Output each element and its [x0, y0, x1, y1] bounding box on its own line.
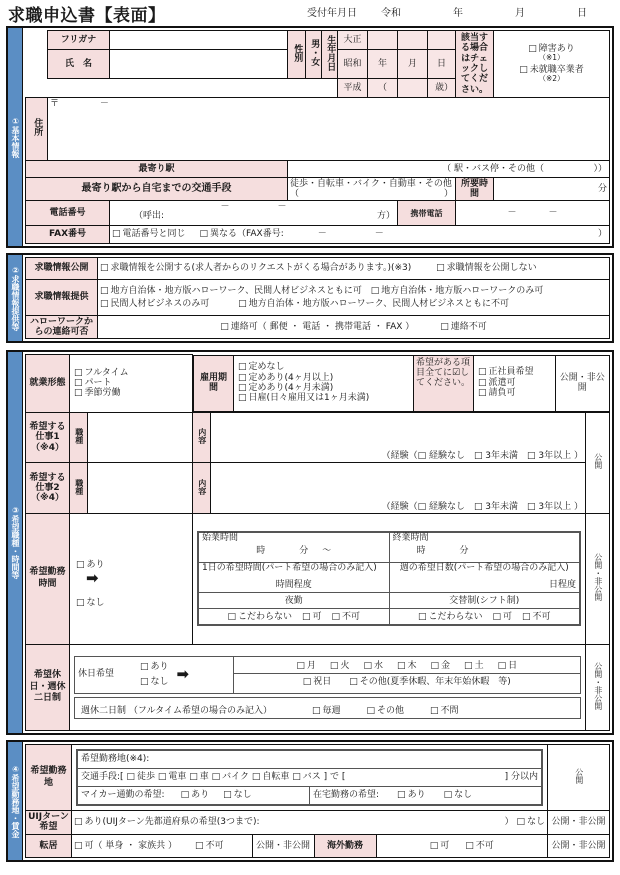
home-work-row[interactable]	[310, 787, 542, 805]
section-place-wage	[6, 740, 614, 862]
day-sat-checkbox[interactable]: □	[464, 660, 473, 671]
shift-ok-label: 可	[503, 611, 513, 622]
fax-same-checkbox[interactable]: □	[112, 229, 121, 240]
mycar-label: マイカー通勤の希望:	[81, 790, 165, 801]
move-ng-label: 不可	[205, 840, 224, 851]
start-hour[interactable]: 時	[256, 546, 266, 557]
era-showa[interactable]: 昭和	[338, 49, 368, 78]
period-daily-label: 日雇(日々雇用又は1ヶ月未満)	[248, 393, 370, 404]
t-walk-checkbox[interactable]: □	[126, 772, 135, 783]
day-tue: 火	[340, 660, 350, 671]
uij-options[interactable]	[72, 811, 548, 834]
fax-diff-label: 異なる（FAX番号:	[210, 229, 284, 240]
name-label: 氏 名	[48, 49, 110, 78]
provide-row-1	[100, 286, 607, 296]
wish-ukeoi-checkbox[interactable]: □	[478, 388, 487, 399]
required-time-label: 所要時間	[456, 178, 494, 201]
job2-shokushu-label: 職種	[70, 463, 88, 514]
check-instruction: 該当する場合はチェックしてください。	[456, 31, 494, 98]
holiday-nashi[interactable]	[140, 677, 169, 688]
weekly-days-cell[interactable]	[389, 563, 580, 593]
period-over4-label: 定めあり(4ヶ月以上)	[248, 372, 334, 383]
provide-o3-checkbox[interactable]: □	[100, 298, 109, 309]
newgrad-note: （※2）	[538, 74, 565, 84]
daily-hours-unit: 時間程度	[275, 580, 312, 591]
night-shift-options[interactable]	[199, 609, 390, 625]
contact-ng-checkbox[interactable]: □	[440, 321, 449, 332]
publish-no-label: 求職情報を公開しない	[446, 263, 537, 274]
employment-period-label: 雇用期間	[194, 355, 234, 411]
receipt-day: 日	[577, 8, 587, 19]
holiday-label: 希望休日・週休二日制	[26, 644, 70, 730]
tel-call-label: （呼出:	[134, 211, 165, 222]
daily-hours-cell[interactable]	[199, 563, 390, 593]
place-detail	[72, 745, 548, 811]
move-ok-label: 可（ 単身 ・ 家族共 ）	[84, 840, 177, 851]
uij-close: ）	[504, 817, 514, 828]
publish-no-checkbox[interactable]: □	[436, 263, 445, 274]
sex-options[interactable]: 男・女	[306, 31, 322, 79]
arrow-right-icon: ➡	[86, 568, 99, 587]
weekly-two-day-row[interactable]	[74, 697, 581, 719]
provide-o2-checkbox[interactable]: □	[370, 286, 380, 297]
page-header	[0, 0, 620, 24]
emp-fulltime-checkbox[interactable]: □	[74, 367, 83, 378]
provide-o1-label: 地方自治体・地方版ハローワーク、民間人材ビジネスともに可	[110, 286, 362, 297]
period-daily[interactable]	[238, 393, 409, 403]
shift-ok-checkbox[interactable]: □	[492, 611, 501, 622]
wish-ukeoi-label: 請負可	[488, 388, 516, 399]
publish-col-emp: 公開・非公開	[556, 355, 610, 411]
contact-ng-label: 連絡不可	[450, 321, 487, 332]
start-min[interactable]: 分	[299, 546, 309, 557]
mycar-nashi-checkbox[interactable]: □	[223, 790, 232, 801]
emp-seasonal-checkbox[interactable]: □	[74, 388, 83, 399]
place-field-row[interactable]	[78, 751, 542, 769]
disability-note: （※1）	[538, 53, 565, 63]
home-ari-checkbox[interactable]: □	[397, 790, 406, 801]
fax-dash-1: －	[317, 229, 327, 240]
night-ok-checkbox[interactable]: □	[301, 611, 311, 622]
uij-ari-checkbox[interactable]: □	[74, 817, 83, 828]
newgrad-checkbox[interactable]: □	[519, 64, 528, 75]
tel-label: 電話番号	[26, 201, 110, 226]
wish-seishain-label: 正社員希望	[488, 367, 534, 378]
holiday-weekdays[interactable]	[234, 659, 581, 675]
sidebar-tab-place-label: ④希望勤務地・賃金	[11, 764, 20, 838]
job1-shokushu-input[interactable]	[88, 412, 193, 463]
contact-ok-checkbox[interactable]: □	[220, 321, 229, 332]
sidebar-tab-place	[8, 742, 23, 860]
holiday-days-cell[interactable]	[233, 657, 580, 693]
age-open-paren: （	[368, 79, 398, 98]
t-cycle-label: 自転車	[262, 772, 290, 783]
emp-part[interactable]	[74, 378, 188, 388]
day-thu-checkbox[interactable]: □	[396, 660, 406, 671]
provide-o4-checkbox[interactable]: □	[238, 298, 247, 309]
address-input[interactable]	[48, 97, 610, 160]
period-under4-label: 定めあり(4ヶ月未満)	[248, 383, 334, 393]
wish-ukeoi[interactable]	[478, 388, 551, 398]
hours-nashi[interactable]	[76, 598, 192, 608]
section-jobinfo	[6, 253, 614, 343]
emp-seasonal-label: 季節労働	[84, 388, 121, 399]
tel-dash-1: －	[220, 201, 230, 212]
mycar-ari-checkbox[interactable]: □	[180, 790, 190, 801]
job2-experience[interactable]: （経験（□ 経験なし □ 3年未満 □ 3年以上 ）	[381, 501, 583, 512]
postal-mark: 〒	[50, 98, 60, 109]
disability-label: 障害あり	[538, 43, 575, 54]
contact-ok-label: 連絡可（ 郵便 ・ 電話 ・ 携帯電話 ・ FAX ）	[230, 321, 415, 332]
tel-dash-2: －	[277, 201, 287, 212]
shift-any-checkbox[interactable]: □	[417, 611, 427, 622]
transport-input[interactable]	[288, 178, 456, 201]
page-title: 求職申込書【表面】	[8, 6, 166, 26]
mobile-label: 携帯電話	[398, 201, 456, 226]
place-label: 希望勤務地	[26, 745, 72, 811]
night-any-label: こだわらない	[237, 611, 292, 622]
home-nashi-checkbox[interactable]: □	[443, 790, 453, 801]
night-ok-label: 可	[312, 611, 322, 622]
sidebar-tab-work-label: ③希望職種・時間等	[11, 506, 20, 579]
emp-fulltime[interactable]	[74, 368, 188, 378]
era-taisho[interactable]: 大正	[338, 31, 368, 50]
t-train-label: 電車	[168, 772, 187, 783]
transport-label: 最寄り駅から自宅までの交通手段	[26, 178, 288, 201]
job1-naiyou-label: 内容	[193, 412, 211, 463]
dob-label: 生年月日	[322, 31, 338, 79]
weekly-days-label: 週の希望日数(パート希望の場合のみ記入)	[399, 563, 569, 574]
start-time-label: 始業時間	[202, 533, 239, 544]
day-wed-checkbox[interactable]: □	[363, 660, 372, 671]
t-bus-checkbox[interactable]: □	[292, 772, 301, 783]
day-sat: 土	[474, 660, 484, 671]
provide-row-2	[100, 299, 607, 309]
provide-o3-label: 民間人材ビジネスのみ可	[110, 298, 210, 309]
day-mon: 月	[306, 660, 316, 671]
job2-naiyou-label: 内容	[193, 463, 211, 514]
fax-diff-checkbox[interactable]: □	[199, 229, 209, 240]
job2-naiyou-input[interactable]	[211, 463, 586, 514]
required-time-input[interactable]	[494, 178, 610, 201]
shift-any-label: こだわらない	[428, 611, 483, 622]
place-transport-label: 交通手段:[	[81, 772, 124, 783]
provide-o4-label: 地方自治体・地方版ハローワーク、民間人材ビジネスともに不可	[248, 298, 510, 309]
provide-o2-label: 地方自治体・地方版ハローワークのみ可	[381, 286, 544, 297]
fax-same-label: 電話番号と同じ	[122, 229, 186, 240]
disability-checkbox[interactable]: □	[528, 43, 537, 54]
wish-seishain[interactable]	[478, 367, 551, 377]
overseas-ok-label: 可	[440, 840, 450, 851]
sidebar-tab-basic-info-label: ①基本情報	[11, 116, 20, 158]
transport-close: ）	[443, 189, 453, 200]
name-input[interactable]	[110, 49, 288, 78]
publish-options[interactable]	[98, 258, 610, 280]
hours-nashi-checkbox[interactable]: □	[76, 597, 85, 608]
employment-type-label: 就業形態	[26, 355, 70, 413]
special-status-cell	[494, 31, 610, 98]
overseas-ng-checkbox[interactable]: □	[465, 840, 474, 851]
furigana-input[interactable]	[110, 31, 288, 50]
publish-col-uij: 公開・非公開	[548, 811, 610, 834]
publish-col-overseas: 公開・非公開	[548, 834, 610, 857]
start-time-cell[interactable]	[199, 533, 390, 563]
shift-system-label: 交替制(シフト制)	[389, 593, 580, 609]
dob-month[interactable]: 月	[398, 49, 428, 78]
holiday-pub-label: 祝日	[313, 677, 332, 688]
shift-ng-label: 不可	[532, 611, 551, 622]
holiday-other-row[interactable]	[234, 674, 581, 691]
age-input[interactable]	[398, 79, 428, 98]
job1-shokushu-label: 職種	[70, 412, 88, 463]
period-over4[interactable]	[238, 373, 409, 383]
publish-yes-checkbox[interactable]: □	[100, 263, 109, 274]
wish-options[interactable]	[474, 355, 556, 411]
hours-nashi-label: なし	[86, 597, 105, 608]
move-cell	[72, 834, 548, 857]
holiday-wish-label: 休日希望	[78, 669, 115, 680]
era-heisei[interactable]: 平成	[338, 79, 368, 98]
fax-label: FAX番号	[26, 226, 110, 244]
day-wed: 水	[373, 660, 383, 671]
day-sun-checkbox[interactable]: □	[497, 660, 507, 671]
day-mon-checkbox[interactable]: □	[296, 660, 305, 671]
fax-options[interactable]	[110, 226, 610, 244]
weekly2-every-checkbox[interactable]: □	[311, 705, 321, 716]
t-train-checkbox[interactable]: □	[157, 772, 167, 783]
mobile-input[interactable]	[456, 201, 610, 226]
wish-seishain-checkbox[interactable]: □	[478, 367, 487, 378]
period-under4[interactable]	[238, 383, 409, 393]
publish-label: 求職情報公開	[26, 258, 98, 280]
wish-haken-label: 派遣可	[488, 377, 516, 388]
emp-fulltime-label: フルタイム	[84, 367, 129, 378]
job1-naiyou-input[interactable]	[211, 412, 586, 463]
place-transport-mid: ] で [	[323, 772, 346, 783]
required-time-unit: 分	[597, 184, 607, 195]
transport-options: 徒歩・自転車・バイク・自動車・その他（	[290, 178, 452, 200]
weekly-two-day-text: 週休二日制 （フルタイム希望の場合のみ記入）	[81, 705, 272, 716]
receipt-date-row	[307, 4, 587, 19]
holiday-ari-checkbox[interactable]: □	[140, 661, 149, 672]
day-fri-checkbox[interactable]: □	[430, 660, 440, 671]
receipt-date-label: 受付年月日	[307, 8, 357, 19]
publish-col-move: 公開・非公開	[252, 835, 314, 857]
holiday-detail	[70, 644, 586, 730]
holiday-ari-label: あり	[150, 661, 169, 672]
job2-label: 希望する仕事2 （※4）	[26, 463, 70, 514]
mobile-dash-1: －	[507, 207, 517, 218]
wish-haken-checkbox[interactable]: □	[478, 377, 487, 388]
t-bike-label: バイク	[222, 772, 249, 783]
receipt-month: 月	[515, 8, 525, 19]
receipt-era: 令和	[381, 8, 401, 19]
end-hour[interactable]: 時	[416, 546, 426, 557]
wish-instruction: 希望がある項目全てに☑してください。	[414, 355, 474, 411]
period-none-label: 定めなし	[248, 362, 285, 373]
fax-dash-2: －	[374, 229, 384, 240]
nearest-station-value: （ 駅・バス停・その他（	[442, 163, 545, 174]
day-fri: 金	[441, 660, 451, 671]
emp-part-label: パート	[84, 378, 112, 389]
sex-label: 性別	[288, 31, 306, 79]
move-ng-checkbox[interactable]: □	[194, 840, 204, 851]
arrow-right-icon-2: ➡	[176, 665, 190, 684]
night-any-checkbox[interactable]: □	[227, 611, 236, 622]
weekly2-other-checkbox[interactable]: □	[366, 705, 376, 716]
home-ari-label: あり	[407, 790, 426, 801]
home-work-label: 在宅勤務の希望:	[313, 790, 380, 801]
weekly2-any-checkbox[interactable]: □	[430, 705, 439, 716]
place-transport-end: ] 分以内	[504, 772, 538, 783]
daily-hours-label: 1日の希望時間(パート希望の場合のみ記入)	[202, 563, 377, 574]
overseas-ok-checkbox[interactable]: □	[429, 840, 439, 851]
overseas-options[interactable]	[376, 835, 547, 857]
holiday-other-checkbox[interactable]: □	[349, 677, 358, 688]
uij-ari-label: あり(UIJターン先都道府県の希望(3つまで):	[84, 817, 260, 828]
holiday-nashi-label: なし	[150, 677, 169, 688]
sidebar-tab-jobinfo-label: ②求職情報提供等	[11, 265, 20, 331]
nearest-station-input[interactable]	[288, 160, 610, 178]
hours-ari-checkbox[interactable]: □	[76, 559, 85, 570]
dob-era-row-blank2	[398, 31, 428, 50]
move-label: 転居	[26, 834, 72, 857]
job1-experience[interactable]: （経験（□ 経験なし □ 3年未満 □ 3年以上 ）	[381, 451, 583, 462]
dob-era-row-blank1	[368, 31, 398, 50]
contact-label: ハローワークからの連絡可否	[26, 316, 98, 339]
publish-col-job: 公開	[586, 412, 610, 514]
employment-type-options[interactable]	[70, 355, 193, 413]
postal-dash: －	[99, 98, 109, 109]
tel-input[interactable]	[110, 201, 398, 226]
overseas-ng-label: 不可	[475, 840, 494, 851]
mobile-dash-2: －	[548, 207, 558, 218]
work-hours-detail	[193, 514, 586, 644]
publish-col-holiday: 公開・非公開	[586, 644, 610, 730]
holiday-other-label: その他(夏季休暇、年末年始休暇 等)	[359, 677, 511, 688]
shift-ng-checkbox[interactable]: □	[522, 611, 531, 622]
t-walk-label: 徒歩	[136, 772, 155, 783]
day-sun: 日	[508, 660, 518, 671]
holiday-ari[interactable]	[140, 662, 169, 673]
work-hours-arinashi[interactable]	[70, 514, 193, 644]
mycar-nashi-label: なし	[233, 790, 252, 801]
period-under4-checkbox[interactable]: □	[238, 383, 247, 393]
emp-part-checkbox[interactable]: □	[74, 378, 83, 389]
tel-call-end: 方）	[376, 211, 395, 222]
place-field-label: 希望勤務地(※4):	[81, 754, 150, 765]
dob-era-row-blank3	[428, 31, 456, 50]
employment-period-options[interactable]	[234, 355, 414, 411]
publish-col-hours: 公開・非公開	[586, 514, 610, 644]
sidebar-tab-work	[8, 352, 23, 733]
newgrad-label: 未就職卒業者	[529, 64, 584, 75]
holiday-arinashi[interactable]	[137, 657, 233, 693]
end-time-label: 終業時間	[392, 533, 429, 544]
place-transport-row[interactable]	[78, 769, 542, 787]
end-min[interactable]: 分	[459, 546, 469, 557]
receipt-year: 年	[453, 8, 463, 19]
period-none[interactable]	[238, 362, 409, 372]
job2-shokushu-input[interactable]	[88, 463, 193, 514]
uij-nashi-label: なし	[526, 817, 545, 828]
uij-label: UIJターン希望	[26, 811, 72, 834]
weekly2-every-label: 毎週	[322, 705, 341, 716]
t-car-label: 車	[199, 772, 209, 783]
night-ng-label: 不可	[342, 611, 361, 622]
mycar-ari-label: あり	[191, 790, 210, 801]
dob-year[interactable]: 年	[368, 49, 398, 78]
hours-ari-label: あり	[86, 559, 105, 570]
t-cycle-checkbox[interactable]: □	[251, 772, 261, 783]
provide-options[interactable]	[98, 280, 610, 316]
weekly-days-unit: 日程度	[548, 580, 576, 591]
job1-label: 希望する仕事1 （※4）	[26, 412, 70, 463]
day-tue-checkbox[interactable]: □	[329, 660, 339, 671]
holiday-pub-checkbox[interactable]: □	[302, 677, 312, 688]
dob-day[interactable]: 日	[428, 49, 456, 78]
shift-system-options[interactable]	[389, 609, 580, 625]
provide-o1-checkbox[interactable]: □	[100, 286, 109, 297]
move-ok-checkbox[interactable]: □	[74, 840, 83, 851]
address-label: 住所	[26, 97, 48, 160]
t-car-checkbox[interactable]: □	[189, 772, 198, 783]
weekly2-any-label: 不問	[440, 705, 459, 716]
fax-close: ）	[597, 229, 607, 240]
furigana-label: フリガナ	[48, 31, 110, 50]
contact-options[interactable]	[98, 316, 610, 339]
day-thu: 木	[407, 660, 417, 671]
publish-yes-label: 求職情報を公開する(求人者からのリクエストがくる場合があります。)(※3)	[110, 263, 412, 274]
period-none-checkbox[interactable]: □	[238, 362, 247, 373]
sidebar-tab-basic-info	[8, 28, 23, 246]
section-basic-info	[6, 26, 614, 248]
end-time-cell[interactable]	[389, 533, 580, 563]
provide-label: 求職情報提供	[26, 280, 98, 316]
nearest-station-close: ））	[593, 163, 607, 174]
holiday-nashi-checkbox[interactable]: □	[140, 677, 149, 688]
t-bus-label: バス	[302, 772, 321, 783]
work-hours-label: 希望勤務時間	[26, 514, 70, 644]
wish-haken[interactable]	[478, 378, 551, 388]
overseas-label: 海外勤務	[314, 835, 376, 857]
period-over4-checkbox[interactable]: □	[238, 372, 247, 383]
section-work-conditions	[6, 350, 614, 735]
move-options[interactable]	[72, 835, 252, 857]
time-tilde: ～	[322, 546, 332, 557]
weekly2-other-label: その他	[377, 705, 405, 716]
home-nashi-label: なし	[454, 790, 473, 801]
t-bike-checkbox[interactable]: □	[211, 772, 221, 783]
period-daily-checkbox[interactable]: □	[238, 393, 247, 404]
uij-nashi-checkbox[interactable]: □	[516, 817, 525, 828]
nearest-station-label: 最寄り駅	[26, 160, 288, 178]
emp-seasonal[interactable]	[74, 388, 188, 398]
night-ng-checkbox[interactable]: □	[331, 611, 341, 622]
publish-col-place: 公開	[548, 745, 610, 811]
age-close-paren: 歳）	[428, 79, 456, 98]
night-shift-label: 夜勤	[199, 593, 390, 609]
sidebar-tab-jobinfo	[8, 255, 23, 341]
mycar-row[interactable]	[78, 787, 310, 805]
